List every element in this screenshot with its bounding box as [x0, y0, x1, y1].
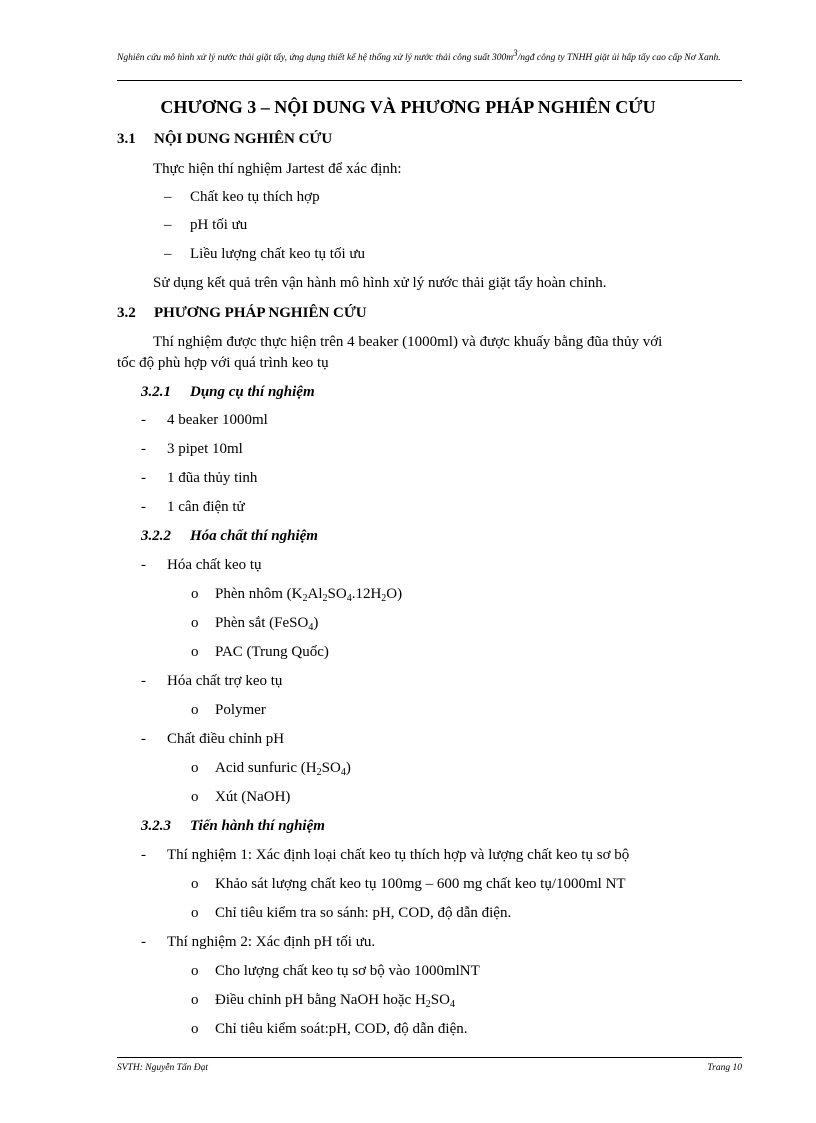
list-item: [141, 556, 262, 574]
header-title-part2: /ngđ công ty TNHH giặt ủi hấp tẩy cao cấp Nơ Xanh.: [517, 53, 721, 63]
circle-bullet: o: [191, 644, 199, 660]
footer-author: SVTH: Nguyễn Tấn Đạt: [117, 1063, 209, 1073]
paragraph-intro-3-2-line2: tốc độ phù hợp với quá trình keo tụ: [117, 355, 329, 371]
sub-list-item: [191, 788, 290, 806]
list-item: [141, 846, 629, 864]
list-item-text: Hóa chất keo tụ: [167, 557, 262, 573]
list-item: [141, 440, 243, 458]
section-heading-3-2: [117, 304, 367, 322]
sub-list-item: [191, 759, 351, 777]
list-item: [164, 245, 365, 263]
dash-bullet: -: [141, 673, 146, 689]
subsection-title: Tiến hành thí nghiệm: [190, 818, 325, 834]
sub-list-item: [191, 991, 455, 1009]
list-item-text: 1 đũa thủy tinh: [167, 470, 258, 486]
list-item-text: Thí nghiệm 2: Xác định pH tối ưu.: [167, 934, 376, 950]
list-item: [164, 188, 320, 206]
list-item-text: Chỉ tiêu kiểm soát:pH, COD, độ dẫn điện.: [215, 1021, 468, 1037]
formula-text: Phèn nhôm $(K_2Al_2SO_4.12H_2O)$: [215, 586, 403, 604]
paragraph-intro-3-2-line1: Thí nghiệm được thực hiện trên 4 beaker (1000ml) và được khuấy bằng đũa thủy với: [153, 334, 663, 350]
list-item-text: Thí nghiệm 1: Xác định loại chất keo tụ thích hợp và lượng chất keo tụ sơ bộ: [167, 847, 630, 863]
list-item-text: Liều lượng chất keo tụ tối ưu: [190, 246, 365, 262]
paragraph-closing-3-1: Sử dụng kết quả trên vận hành mô hình xử lý nước thải giặt tẩy hoàn chỉnh.: [153, 275, 607, 291]
sub-list-item: [191, 904, 511, 922]
sub-list-item: [191, 614, 318, 632]
subsection-heading-3-2-3: [141, 817, 325, 835]
footer-divider: [117, 1057, 742, 1058]
formula-text: Acid sunfuric $(H_2SO_4)$: [215, 760, 351, 778]
circle-bullet: o: [191, 615, 199, 631]
list-item-text: Hóa chất trợ keo tụ: [167, 673, 283, 689]
dash-bullet: –: [164, 189, 172, 205]
dash-bullet: -: [141, 934, 146, 950]
sub-list-item: [191, 962, 480, 980]
page-number: Trang 10: [707, 1063, 742, 1073]
subsection-title: Dụng cụ thí nghiệm: [190, 384, 315, 400]
list-item-text: 1 cân điện tử: [167, 499, 245, 515]
section-number: 3.2: [117, 305, 136, 321]
dash-bullet: -: [141, 441, 146, 457]
dash-bullet: -: [141, 731, 146, 747]
subsection-heading-3-2-2: [141, 527, 318, 545]
list-item: [141, 498, 245, 516]
dash-bullet: -: [141, 499, 146, 515]
subsection-title: Hóa chất thí nghiệm: [190, 528, 318, 544]
section-title: NỘI DUNG NGHIÊN CỨU: [154, 131, 333, 147]
section-heading-3-1: [117, 130, 332, 148]
list-item-text: Chất điều chỉnh pH: [167, 731, 285, 747]
circle-bullet: o: [191, 760, 199, 776]
circle-bullet: o: [191, 586, 199, 602]
circle-bullet: o: [191, 905, 199, 921]
list-item: [141, 672, 282, 690]
subsection-number: 3.2.3: [141, 818, 171, 834]
circle-bullet: o: [191, 992, 199, 1008]
dash-bullet: -: [141, 847, 146, 863]
subsection-number: 3.2.2: [141, 528, 171, 544]
dash-bullet: -: [141, 470, 146, 486]
list-item: [141, 469, 257, 487]
list-item-text: Cho lượng chất keo tụ sơ bộ vào 1000mlNT: [215, 963, 480, 979]
list-item-text: Polymer: [215, 702, 266, 718]
header-title-part1: Nghiên cứu mô hình xử lý nước thải giặt tẩy, ứng dụng thiết kế hệ thống xử lý nước thải công suất 300m: [117, 53, 514, 63]
circle-bullet: o: [191, 876, 199, 892]
sub-list-item: [191, 585, 402, 603]
sub-list-item: [191, 701, 266, 719]
list-item: [141, 933, 375, 951]
sub-list-item: [191, 875, 626, 893]
list-item-text: 3 pipet 10ml: [167, 441, 243, 457]
circle-bullet: o: [191, 963, 199, 979]
dash-bullet: -: [141, 412, 146, 428]
list-item-text: PAC (Trung Quốc): [215, 644, 329, 660]
circle-bullet: o: [191, 702, 199, 718]
chapter-title: CHƯƠNG 3 – NỘI DUNG VÀ PHƯƠNG PHÁP NGHIÊN CỨU: [160, 97, 656, 117]
list-item-text: Chỉ tiêu kiểm tra so sánh: pH, COD, độ dẫn điện.: [215, 905, 512, 921]
section-title: PHƯƠNG PHÁP NGHIÊN CỨU: [154, 305, 367, 321]
section-number: 3.1: [117, 131, 136, 147]
paragraph-intro-3-1: Thực hiện thí nghiệm Jartest để xác định:: [153, 161, 402, 177]
subsection-heading-3-2-1: [141, 383, 315, 401]
dash-bullet: –: [164, 217, 172, 233]
subsection-number: 3.2.1: [141, 384, 171, 400]
header-title-sup: 3: [513, 48, 518, 58]
circle-bullet: o: [191, 1021, 199, 1037]
page-header: [117, 48, 742, 64]
list-item: [141, 411, 268, 429]
list-item: [164, 216, 247, 234]
formula-text: Phèn sắt (FeSO$_4$): [215, 615, 319, 633]
list-item-text: pH tối ưu: [190, 217, 248, 233]
sub-list-item: [191, 1020, 467, 1038]
dash-bullet: -: [141, 557, 146, 573]
list-item-text: Khảo sát lượng chất keo tụ 100mg – 600 mg chất keo tụ/1000ml NT: [215, 876, 626, 892]
list-item: [141, 730, 284, 748]
formula-text: Điều chỉnh pH bằng NaOH hoặc $H_2SO_4$: [215, 992, 455, 1010]
circle-bullet: o: [191, 789, 199, 805]
list-item-text: Xút (NaOH): [215, 789, 291, 805]
list-item-text: Chất keo tụ thích hợp: [190, 189, 320, 205]
list-item-text: 4 beaker 1000ml: [167, 412, 268, 428]
dash-bullet: –: [164, 246, 172, 262]
header-divider: [117, 80, 742, 81]
sub-list-item: [191, 643, 329, 661]
